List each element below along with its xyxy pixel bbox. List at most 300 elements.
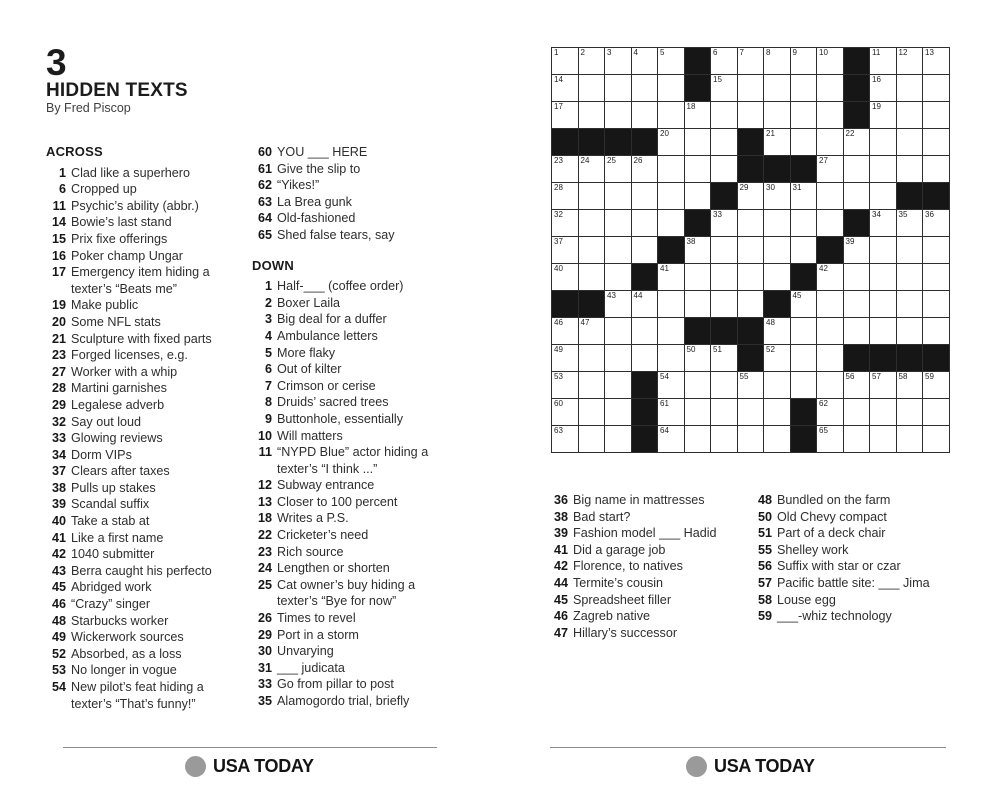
grid-cell-black bbox=[685, 48, 712, 75]
clue bbox=[252, 177, 454, 194]
grid-cell[interactable] bbox=[764, 372, 791, 399]
clue-number: 56 bbox=[757, 559, 772, 574]
grid-cell[interactable] bbox=[738, 210, 765, 237]
grid-cell[interactable] bbox=[685, 264, 712, 291]
grid-cell[interactable] bbox=[923, 372, 950, 399]
grid-cell[interactable] bbox=[791, 102, 818, 129]
grid-cell[interactable] bbox=[923, 210, 950, 237]
grid-cell[interactable] bbox=[658, 291, 685, 318]
grid-cell[interactable] bbox=[685, 372, 712, 399]
grid-cell[interactable] bbox=[817, 291, 844, 318]
grid-cell[interactable] bbox=[579, 75, 606, 102]
grid-cell[interactable] bbox=[923, 237, 950, 264]
grid-cell[interactable] bbox=[711, 210, 738, 237]
clue bbox=[252, 676, 454, 693]
clue-text: Alamogordo trial, briefly bbox=[277, 694, 410, 708]
grid-cell[interactable] bbox=[711, 264, 738, 291]
grid-cell[interactable] bbox=[897, 318, 924, 345]
grid-cell[interactable] bbox=[685, 156, 712, 183]
grid-cell[interactable] bbox=[605, 183, 632, 210]
clue bbox=[46, 579, 244, 596]
grid-cell[interactable] bbox=[579, 399, 606, 426]
grid-cell[interactable] bbox=[711, 291, 738, 318]
grid-cell[interactable] bbox=[764, 318, 791, 345]
grid-cell[interactable] bbox=[711, 129, 738, 156]
clue bbox=[752, 492, 958, 509]
grid-cell[interactable] bbox=[764, 102, 791, 129]
clue-text: Pacific battle site: ___ Jima bbox=[777, 575, 930, 590]
grid-cell[interactable] bbox=[711, 426, 738, 453]
grid-cell-black bbox=[579, 129, 606, 156]
clue-text: Times to revel bbox=[277, 611, 356, 626]
grid-cell[interactable] bbox=[897, 48, 924, 75]
grid-cell[interactable] bbox=[632, 291, 659, 318]
grid-cell-black bbox=[844, 48, 871, 75]
cell-number: 45 bbox=[792, 291, 802, 300]
grid-cell[interactable] bbox=[817, 399, 844, 426]
grid-cell[interactable] bbox=[658, 156, 685, 183]
grid-cell-black bbox=[738, 156, 765, 183]
grid-cell-black bbox=[817, 237, 844, 264]
grid-cell[interactable] bbox=[552, 183, 579, 210]
grid-cell[interactable] bbox=[632, 318, 659, 345]
grid-cell[interactable] bbox=[605, 237, 632, 264]
grid-cell[interactable] bbox=[897, 399, 924, 426]
grid-cell[interactable] bbox=[658, 372, 685, 399]
clue-text: Part of a deck chair bbox=[777, 526, 886, 541]
cell-number: 18 bbox=[686, 102, 696, 111]
grid-cell[interactable] bbox=[552, 345, 579, 372]
grid-cell[interactable] bbox=[658, 426, 685, 453]
clue-text: Termite’s cousin bbox=[573, 575, 664, 590]
grid-cell[interactable] bbox=[817, 426, 844, 453]
grid-cell[interactable] bbox=[711, 237, 738, 264]
grid-cell[interactable] bbox=[844, 426, 871, 453]
clue-number: 46 bbox=[553, 609, 568, 624]
grid-cell[interactable] bbox=[870, 372, 897, 399]
clue-number: 24 bbox=[257, 561, 272, 576]
grid-cell[interactable] bbox=[658, 183, 685, 210]
clue-number: 40 bbox=[51, 514, 66, 529]
cell-number: 53 bbox=[554, 372, 563, 381]
grid-cell[interactable] bbox=[711, 345, 738, 372]
clue-text: Martini garnishes bbox=[71, 381, 167, 396]
grid-cell[interactable] bbox=[658, 102, 685, 129]
grid-cell[interactable] bbox=[738, 264, 765, 291]
grid-cell[interactable] bbox=[738, 426, 765, 453]
grid-cell[interactable] bbox=[685, 399, 712, 426]
clue-text: Louse egg bbox=[777, 592, 836, 607]
grid-cell[interactable] bbox=[870, 75, 897, 102]
grid-cell[interactable] bbox=[552, 426, 579, 453]
clue bbox=[752, 525, 958, 542]
grid-cell[interactable] bbox=[552, 156, 579, 183]
clue-number: 29 bbox=[257, 627, 272, 642]
grid-cell[interactable] bbox=[870, 318, 897, 345]
grid-cell[interactable] bbox=[579, 237, 606, 264]
grid-cell[interactable] bbox=[605, 399, 632, 426]
cell-number: 20 bbox=[660, 129, 669, 138]
grid-cell[interactable] bbox=[579, 156, 606, 183]
grid-cell[interactable] bbox=[579, 372, 606, 399]
grid-cell[interactable] bbox=[552, 264, 579, 291]
grid-cell[interactable] bbox=[897, 156, 924, 183]
clue-text: Florence, to natives bbox=[573, 559, 683, 574]
clue bbox=[252, 361, 454, 378]
grid-cell[interactable] bbox=[870, 183, 897, 210]
clue bbox=[548, 509, 754, 526]
grid-cell[interactable] bbox=[632, 75, 659, 102]
clue bbox=[46, 380, 244, 397]
clue-number: 26 bbox=[257, 611, 272, 626]
grid-cell[interactable] bbox=[844, 399, 871, 426]
grid-cell[interactable] bbox=[605, 210, 632, 237]
cell-number: 11 bbox=[872, 48, 881, 57]
clue-text: Absorbed, as a loss bbox=[71, 646, 182, 661]
grid-cell[interactable] bbox=[579, 426, 606, 453]
grid-cell[interactable] bbox=[897, 129, 924, 156]
grid-cell[interactable] bbox=[632, 345, 659, 372]
grid-cell[interactable] bbox=[658, 129, 685, 156]
grid-cell[interactable] bbox=[711, 48, 738, 75]
grid-cell[interactable] bbox=[923, 102, 950, 129]
clue-number: 43 bbox=[51, 563, 66, 578]
grid-cell[interactable] bbox=[552, 399, 579, 426]
grid-cell[interactable] bbox=[605, 156, 632, 183]
grid-cell[interactable] bbox=[923, 291, 950, 318]
clue-text: Starbucks worker bbox=[71, 613, 169, 628]
grid-cell[interactable] bbox=[552, 237, 579, 264]
grid-cell[interactable] bbox=[791, 345, 818, 372]
grid-cell[interactable] bbox=[870, 426, 897, 453]
clue-number: 4 bbox=[264, 328, 272, 343]
grid-cell[interactable] bbox=[817, 75, 844, 102]
across-header: ACROSS bbox=[46, 144, 103, 159]
grid-cell[interactable] bbox=[632, 210, 659, 237]
grid-cell[interactable] bbox=[817, 264, 844, 291]
grid-cell[interactable] bbox=[632, 48, 659, 75]
clue-number: 9 bbox=[264, 411, 272, 426]
grid-cell[interactable] bbox=[844, 129, 871, 156]
grid-cell[interactable] bbox=[738, 237, 765, 264]
grid-cell[interactable] bbox=[711, 75, 738, 102]
grid-cell[interactable] bbox=[844, 156, 871, 183]
grid-cell[interactable] bbox=[844, 237, 871, 264]
clue-text: ___ judicata bbox=[277, 660, 345, 675]
grid-cell[interactable] bbox=[791, 210, 818, 237]
grid-cell[interactable] bbox=[632, 183, 659, 210]
clue-text: ___-whiz technology bbox=[777, 609, 892, 624]
grid-cell[interactable] bbox=[764, 183, 791, 210]
clue bbox=[252, 494, 454, 511]
cell-number: 55 bbox=[739, 372, 749, 381]
cell-number: 65 bbox=[819, 426, 828, 435]
clue bbox=[252, 577, 454, 610]
grid-cell[interactable] bbox=[711, 372, 738, 399]
middle-clues-column bbox=[252, 144, 454, 710]
clue bbox=[46, 546, 244, 563]
clue bbox=[252, 144, 454, 161]
clue-text: Glowing reviews bbox=[71, 431, 163, 446]
cell-number: 7 bbox=[739, 48, 744, 57]
grid-cell[interactable] bbox=[897, 372, 924, 399]
grid-cell[interactable] bbox=[579, 102, 606, 129]
grid-cell[interactable] bbox=[605, 291, 632, 318]
grid-cell[interactable] bbox=[817, 156, 844, 183]
grid-cell[interactable] bbox=[791, 183, 818, 210]
cell-number: 3 bbox=[607, 48, 612, 57]
across-clue-list bbox=[46, 165, 244, 713]
grid-cell-black bbox=[738, 345, 765, 372]
usatoday-logo bbox=[686, 756, 815, 777]
grid-cell[interactable] bbox=[923, 399, 950, 426]
grid-cell[interactable] bbox=[817, 102, 844, 129]
grid-cell[interactable] bbox=[579, 345, 606, 372]
grid-cell[interactable] bbox=[579, 318, 606, 345]
cell-number: 47 bbox=[580, 318, 590, 327]
grid-cell[interactable] bbox=[817, 210, 844, 237]
grid-cell[interactable] bbox=[738, 48, 765, 75]
grid-cell[interactable] bbox=[658, 75, 685, 102]
clue-number: 50 bbox=[757, 509, 772, 524]
clue-number: 6 bbox=[264, 362, 272, 377]
grid-cell[interactable] bbox=[605, 345, 632, 372]
grid-cell[interactable] bbox=[685, 129, 712, 156]
clue-number: 59 bbox=[757, 609, 772, 624]
grid-cell[interactable] bbox=[552, 318, 579, 345]
grid-cell[interactable] bbox=[923, 264, 950, 291]
grid-cell[interactable] bbox=[764, 399, 791, 426]
grid-cell[interactable] bbox=[870, 156, 897, 183]
grid-cell[interactable] bbox=[791, 48, 818, 75]
grid-cell[interactable] bbox=[791, 237, 818, 264]
grid-cell[interactable] bbox=[632, 156, 659, 183]
grid-cell[interactable] bbox=[897, 426, 924, 453]
clue-text: “NYPD Blue” actor hiding a texter’s “I think ...” bbox=[277, 445, 429, 476]
puzzle-number: 3 bbox=[46, 42, 67, 83]
grid-cell[interactable] bbox=[923, 75, 950, 102]
grid-cell[interactable] bbox=[685, 345, 712, 372]
grid-cell[interactable] bbox=[844, 318, 871, 345]
clue bbox=[46, 347, 244, 364]
grid-cell[interactable] bbox=[791, 75, 818, 102]
grid-cell[interactable] bbox=[605, 48, 632, 75]
grid-cell[interactable] bbox=[658, 264, 685, 291]
clue bbox=[252, 643, 454, 660]
grid-cell[interactable] bbox=[791, 318, 818, 345]
clue-number: 60 bbox=[257, 145, 272, 159]
grid-cell[interactable] bbox=[897, 264, 924, 291]
grid-cell[interactable] bbox=[552, 102, 579, 129]
grid-cell[interactable] bbox=[605, 102, 632, 129]
grid-cell[interactable] bbox=[923, 48, 950, 75]
grid-cell[interactable] bbox=[605, 426, 632, 453]
clue-text: Pulls up stakes bbox=[71, 480, 156, 495]
grid-cell[interactable] bbox=[764, 426, 791, 453]
cell-number: 51 bbox=[713, 345, 722, 354]
clue-text: Lengthen or shorten bbox=[277, 561, 390, 576]
grid-cell[interactable] bbox=[844, 264, 871, 291]
clue bbox=[46, 513, 244, 530]
grid-cell[interactable] bbox=[817, 318, 844, 345]
grid-cell[interactable] bbox=[817, 48, 844, 75]
grid-cell[interactable] bbox=[870, 264, 897, 291]
grid-cell[interactable] bbox=[817, 129, 844, 156]
grid-cell[interactable] bbox=[605, 318, 632, 345]
clue bbox=[752, 592, 958, 609]
grid-cell[interactable] bbox=[738, 399, 765, 426]
grid-cell[interactable] bbox=[658, 210, 685, 237]
grid-cell[interactable] bbox=[923, 426, 950, 453]
clue bbox=[548, 558, 754, 575]
cell-number: 15 bbox=[713, 75, 722, 84]
clue-text: Cropped up bbox=[71, 182, 137, 197]
grid-cell[interactable] bbox=[897, 102, 924, 129]
grid-cell[interactable] bbox=[579, 264, 606, 291]
grid-cell[interactable] bbox=[923, 156, 950, 183]
grid-cell[interactable] bbox=[870, 129, 897, 156]
grid-cell[interactable] bbox=[791, 291, 818, 318]
grid-cell[interactable] bbox=[817, 345, 844, 372]
grid-cell[interactable] bbox=[658, 345, 685, 372]
grid-cell[interactable] bbox=[605, 264, 632, 291]
grid-cell[interactable] bbox=[685, 237, 712, 264]
clue-text: Take a stab at bbox=[71, 514, 150, 529]
clue bbox=[252, 527, 454, 544]
grid-cell[interactable] bbox=[552, 75, 579, 102]
grid-cell[interactable] bbox=[738, 75, 765, 102]
cell-number: 12 bbox=[898, 48, 908, 57]
grid-cell[interactable] bbox=[632, 237, 659, 264]
grid-cell[interactable] bbox=[870, 291, 897, 318]
cell-number: 13 bbox=[925, 48, 934, 57]
grid-cell[interactable] bbox=[817, 183, 844, 210]
grid-cell[interactable] bbox=[738, 102, 765, 129]
grid-cell[interactable] bbox=[764, 345, 791, 372]
grid-cell[interactable] bbox=[897, 75, 924, 102]
cell-number: 57 bbox=[872, 372, 881, 381]
grid-cell[interactable] bbox=[711, 102, 738, 129]
clue bbox=[46, 231, 244, 248]
grid-cell[interactable] bbox=[685, 102, 712, 129]
grid-cell[interactable] bbox=[738, 372, 765, 399]
clue-number: 62 bbox=[257, 178, 272, 193]
grid-cell[interactable] bbox=[844, 183, 871, 210]
clue-number: 35 bbox=[257, 694, 272, 708]
clue-text: Emergency item hiding a texter’s “Beats me” bbox=[71, 265, 210, 296]
grid-cell[interactable] bbox=[605, 75, 632, 102]
grid-cell[interactable] bbox=[552, 372, 579, 399]
clue-number: 53 bbox=[51, 663, 66, 678]
right-footer-rule bbox=[550, 747, 946, 748]
grid-cell[interactable] bbox=[579, 183, 606, 210]
grid-cell[interactable] bbox=[632, 102, 659, 129]
grid-cell-black bbox=[897, 183, 924, 210]
grid-cell[interactable] bbox=[764, 237, 791, 264]
clue-text: Shelley work bbox=[777, 542, 849, 557]
grid-cell[interactable] bbox=[738, 183, 765, 210]
clue-number: 49 bbox=[51, 630, 66, 645]
grid-cell[interactable] bbox=[870, 102, 897, 129]
grid-cell[interactable] bbox=[552, 48, 579, 75]
grid-cell[interactable] bbox=[738, 291, 765, 318]
cell-number: 56 bbox=[845, 372, 855, 381]
grid-cell[interactable] bbox=[870, 237, 897, 264]
grid-cell[interactable] bbox=[579, 48, 606, 75]
clue-number: 20 bbox=[51, 314, 66, 329]
grid-cell[interactable] bbox=[552, 210, 579, 237]
grid-cell[interactable] bbox=[685, 183, 712, 210]
grid-cell[interactable] bbox=[764, 48, 791, 75]
clue-text: New pilot’s feat hiding a texter’s “That’s funny!” bbox=[71, 680, 204, 711]
clue bbox=[548, 492, 754, 509]
cell-number: 62 bbox=[819, 399, 828, 408]
grid-cell[interactable] bbox=[923, 129, 950, 156]
clue-number: 18 bbox=[257, 511, 272, 526]
grid-cell[interactable] bbox=[870, 48, 897, 75]
clue-text: Port in a storm bbox=[277, 627, 359, 642]
grid-cell[interactable] bbox=[897, 291, 924, 318]
clue-number: 55 bbox=[757, 542, 772, 557]
grid-cell[interactable] bbox=[658, 399, 685, 426]
grid-cell[interactable] bbox=[844, 372, 871, 399]
clue bbox=[252, 394, 454, 411]
clue-number: 42 bbox=[51, 547, 66, 562]
grid-cell-black bbox=[685, 318, 712, 345]
clue bbox=[46, 165, 244, 182]
clue bbox=[46, 297, 244, 314]
cell-number: 14 bbox=[554, 75, 563, 84]
grid-cell[interactable] bbox=[764, 75, 791, 102]
clue-text: Fashion model ___ Hadid bbox=[573, 526, 717, 541]
clue bbox=[46, 214, 244, 231]
grid-cell[interactable] bbox=[685, 291, 712, 318]
grid-cell[interactable] bbox=[897, 237, 924, 264]
clue bbox=[46, 596, 244, 613]
clue-number: 37 bbox=[51, 464, 66, 479]
grid-cell[interactable] bbox=[711, 399, 738, 426]
grid-cell-black bbox=[552, 129, 579, 156]
grid-cell-black bbox=[923, 345, 950, 372]
grid-cell[interactable] bbox=[764, 129, 791, 156]
grid-cell[interactable] bbox=[764, 210, 791, 237]
grid-cell[interactable] bbox=[791, 372, 818, 399]
grid-cell[interactable] bbox=[844, 291, 871, 318]
clue-number: 29 bbox=[51, 397, 66, 412]
grid-cell[interactable] bbox=[685, 426, 712, 453]
grid-cell[interactable] bbox=[923, 318, 950, 345]
grid-cell[interactable] bbox=[817, 372, 844, 399]
grid-cell[interactable] bbox=[870, 210, 897, 237]
clue-number: 46 bbox=[51, 597, 66, 612]
grid-cell-black bbox=[844, 102, 871, 129]
clue bbox=[46, 181, 244, 198]
grid-cell[interactable] bbox=[658, 318, 685, 345]
grid-cell[interactable] bbox=[791, 129, 818, 156]
grid-cell[interactable] bbox=[897, 210, 924, 237]
cell-number: 50 bbox=[686, 345, 696, 354]
clue-number: 44 bbox=[553, 575, 568, 590]
grid-cell[interactable] bbox=[658, 48, 685, 75]
grid-cell[interactable] bbox=[711, 156, 738, 183]
grid-cell[interactable] bbox=[579, 210, 606, 237]
clue-text: Closer to 100 percent bbox=[277, 494, 398, 509]
grid-cell[interactable] bbox=[764, 264, 791, 291]
clue bbox=[752, 558, 958, 575]
clue-text: “Crazy” singer bbox=[71, 597, 151, 612]
grid-cell[interactable] bbox=[605, 372, 632, 399]
grid-cell[interactable] bbox=[870, 399, 897, 426]
